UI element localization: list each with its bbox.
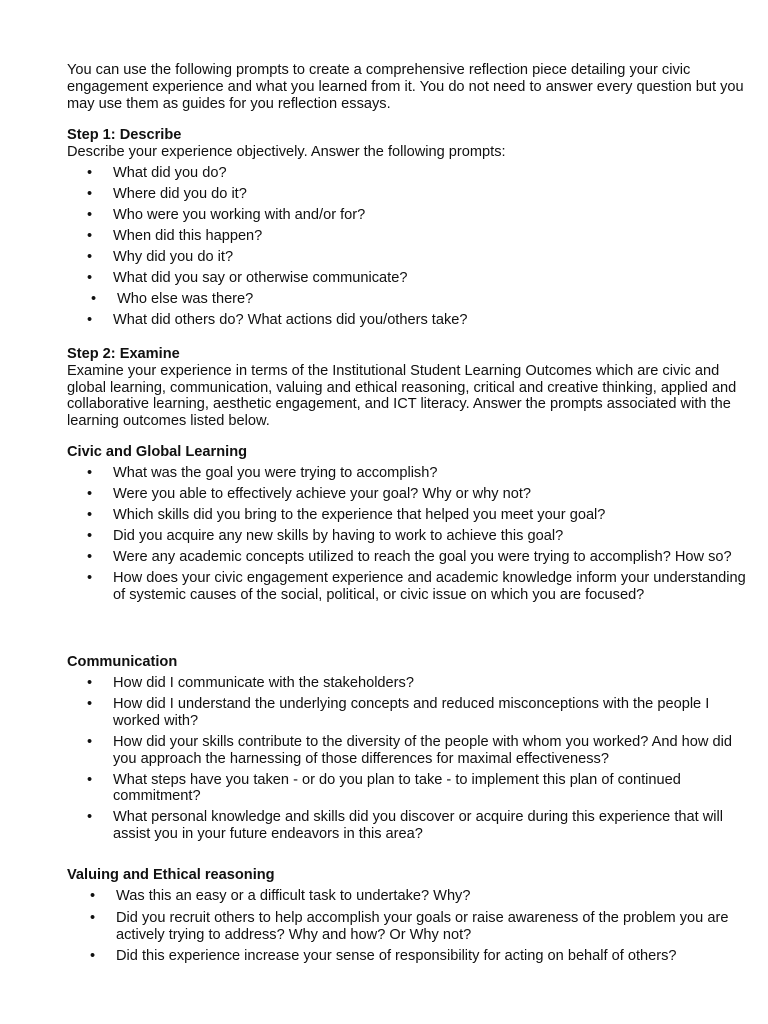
list-item: • How did your skills contribute to the diversity of the people with whom you worked? And how did you approach the harnessing of those differences for maximal effectiveness? — [67, 734, 757, 768]
ethics-heading: Valuing and Ethical reasoning — [67, 867, 275, 883]
civic-section — [67, 444, 757, 604]
step2-section — [67, 346, 747, 430]
list-item: • What was the goal you were trying to accomplish? — [67, 465, 757, 482]
list-item: • Who else was there? — [71, 291, 757, 308]
ethics-section — [67, 867, 757, 965]
list-item: • Which skills did you bring to the experience that helped you meet your goal? — [67, 507, 757, 524]
step1-text: Describe your experience objectively. Answer the following prompts: — [67, 143, 506, 160]
list-item: • Was this an easy or a difficult task to undertake? Why? — [67, 888, 757, 905]
list-item: • Why did you do it? — [67, 249, 757, 266]
intro-paragraph: You can use the following prompts to create a comprehensive reflection piece detailing your civic engagement experience and what you learned from it. You do not need to answer every question but you may use them as guides for you reflection essays. — [67, 62, 744, 112]
list-item: • What did you do? — [67, 165, 757, 182]
list-item: • Did you acquire any new skills by having to work to achieve this goal? — [67, 528, 757, 545]
list-item: • Did you recruit others to help accomplish your goals or raise awareness of the problem you are actively trying to address? Why and how? Or Why not? — [67, 910, 757, 944]
step2-heading: Step 2: Examine — [67, 346, 180, 362]
step1-heading: Step 1: Describe — [67, 127, 182, 143]
list-item: • Who were you working with and/or for? — [67, 207, 757, 224]
communication-section — [67, 654, 757, 843]
communication-list — [67, 675, 757, 843]
ethics-list — [67, 888, 757, 964]
list-item: • What steps have you taken - or do you plan to take - to implement this plan of continued commitment? — [67, 772, 757, 806]
step2-text: Examine your experience in terms of the Institutional Student Learning Outcomes which are civic and global learning, communication, valuing and ethical reasoning, critical and creative thinking, applied and collaborative learning, aesthetic engagement, and ICT literacy. Answer the prompts associated with the learning outcomes listed below. — [67, 362, 737, 430]
list-item: • What did others do? What actions did you/others take? — [67, 312, 757, 329]
list-item: • What personal knowledge and skills did you discover or acquire during this experience that will assist you in your future endeavors in this area? — [67, 809, 757, 843]
list-item: • What did you say or otherwise communicate? — [67, 270, 757, 287]
list-item: • Did this experience increase your sense of responsibility for acting on behalf of others? — [67, 948, 757, 965]
list-item: • When did this happen? — [67, 228, 757, 245]
list-item: • How does your civic engagement experience and academic knowledge inform your understanding of systemic causes of the social, political, or civic issue on which you are focused? — [67, 570, 757, 604]
civic-heading: Civic and Global Learning — [67, 444, 248, 460]
list-item: • Where did you do it? — [67, 186, 757, 203]
step1-section — [67, 127, 757, 328]
communication-heading: Communication — [67, 654, 178, 670]
list-item: • How did I understand the underlying concepts and reduced misconceptions with the people I worked with? — [67, 696, 757, 730]
list-item: • How did I communicate with the stakeholders? — [67, 675, 757, 692]
list-item: • Were any academic concepts utilized to reach the goal you were trying to accomplish? How so? — [67, 549, 757, 566]
list-item: • Were you able to effectively achieve your goal? Why or why not? — [67, 486, 757, 503]
step1-list — [67, 165, 757, 329]
civic-list — [67, 465, 757, 604]
